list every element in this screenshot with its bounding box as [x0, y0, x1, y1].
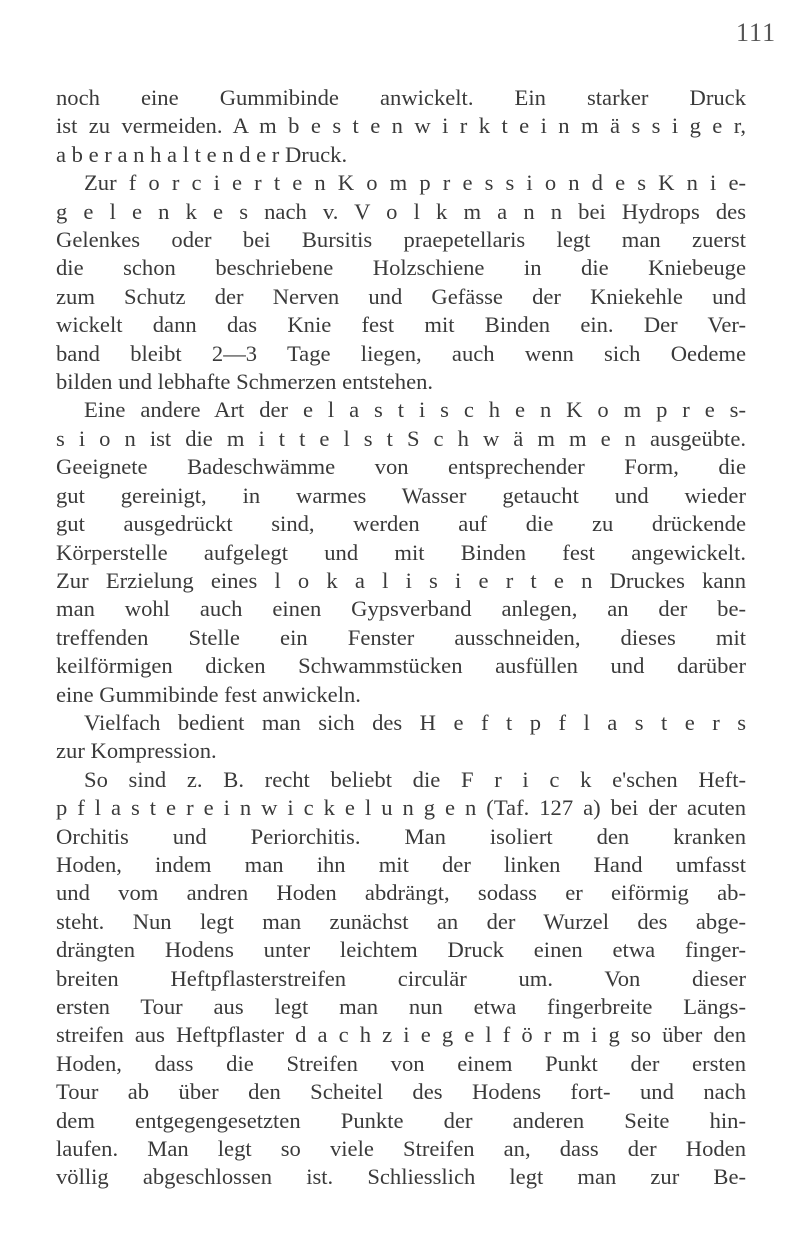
text-line: zur Kompression.: [56, 738, 217, 764]
text-line: treffenden Stelle ein Fenster ausschneiden, dieses mit: [56, 624, 746, 650]
text-line: Eine andere Art der e l a s t i s c h e n K o m p r e s-: [84, 397, 746, 423]
text-line: drängten Hodens unter leichtem Druck einen etwa finger-: [56, 937, 746, 963]
text-line: keilförmigen dicken Schwammstücken ausfüllen und darüber: [56, 653, 746, 679]
text-line: breiten Heftpflasterstreifen circulär um. Von dieser: [56, 965, 746, 991]
text-line: Hoden, indem man ihn mit der linken Hand umfasst: [56, 851, 746, 877]
text-line: man wohl auch einen Gypsverband anlegen, an der be-: [56, 596, 746, 622]
text-line: ersten Tour aus legt man nun etwa fingerbreite Längs-: [56, 994, 746, 1019]
text-line: band bleibt 2—3 Tage liegen, auch wenn sich Oedeme: [56, 340, 746, 366]
text-line: Tour ab über den Scheitel des Hodens fort- und nach: [56, 1079, 746, 1105]
text-line: Vielfach bedient man sich des H e f t p f l a s t e r s: [84, 709, 746, 735]
text-line: Geeignete Badeschwämme von entsprechender Form, die: [56, 454, 746, 480]
text-line: Gelenkes oder bei Bursitis praepetellaris legt man zuerst: [56, 227, 746, 253]
text-line: gut gereinigt, in warmes Wasser getaucht und wieder: [56, 482, 746, 508]
text-line: noch eine Gummibinde anwickelt. Ein starker Druck: [56, 85, 746, 110]
text-line: s i o n ist die m i t t e l s t S c h w ä m m e n ausgeübte.: [56, 425, 746, 451]
text-line: Zur Erzielung eines l o k a l i s i e r t e n Druckes kann: [56, 567, 746, 593]
text-line: wickelt dann das Knie fest mit Binden ein. Der Ver-: [56, 312, 746, 338]
text-line: ist zu vermeiden. A m b e s t e n w i r k t e i n m ä s s i g e r,: [56, 113, 746, 139]
text-line: laufen. Man legt so viele Streifen an, dass der Hoden: [56, 1136, 746, 1162]
text-line: Hoden, dass die Streifen von einem Punkt der ersten: [56, 1050, 746, 1076]
text-line: und vom andren Hoden abdrängt, sodass er eiförmig ab-: [56, 880, 746, 906]
text-line: Zur f o r c i e r t e n K o m p r e s s i o n d e s K n i e-: [84, 170, 746, 196]
text-line: zum Schutz der Nerven und Gefässe der Kniekehle und: [56, 283, 746, 309]
text-line: dem entgegengesetzten Punkte der anderen Seite hin-: [56, 1107, 746, 1133]
text-line: die schon beschriebene Holzschiene in die Kniebeuge: [56, 255, 746, 281]
text-line: streifen aus Heftpflaster d a c h z i e g e l f ö r m i g so über den: [56, 1022, 746, 1048]
text-line: g e l e n k e s nach v. V o l k m a n n bei Hydrops des: [56, 198, 746, 224]
text-line: gut ausgedrückt sind, werden auf die zu drückende: [56, 511, 746, 537]
text-line: steht. Nun legt man zunächst an der Wurzel des abge-: [56, 908, 746, 934]
text-line: So sind z. B. recht beliebt die F r i c k e'schen Heft-: [84, 766, 746, 792]
body-text: [56, 84, 746, 1192]
text-line: Orchitis und Periorchitis. Man isoliert den kranken: [56, 823, 746, 849]
text-line: p f l a s t e r e i n w i c k e l u n g e n (Taf. 127 a) bei der acuten: [56, 795, 746, 821]
text-line: bilden und lebhafte Schmerzen entstehen.: [56, 369, 434, 395]
text-line: völlig abgeschlossen ist. Schliesslich legt man zur Be-: [56, 1164, 746, 1190]
text-line: Körperstelle aufgelegt und mit Binden fest angewickelt.: [56, 539, 746, 565]
text-line: eine Gummibinde fest anwickeln.: [56, 681, 361, 707]
page-number: 111: [736, 18, 777, 47]
text-line: a b e r a n h a l t e n d e r Druck.: [56, 141, 348, 167]
